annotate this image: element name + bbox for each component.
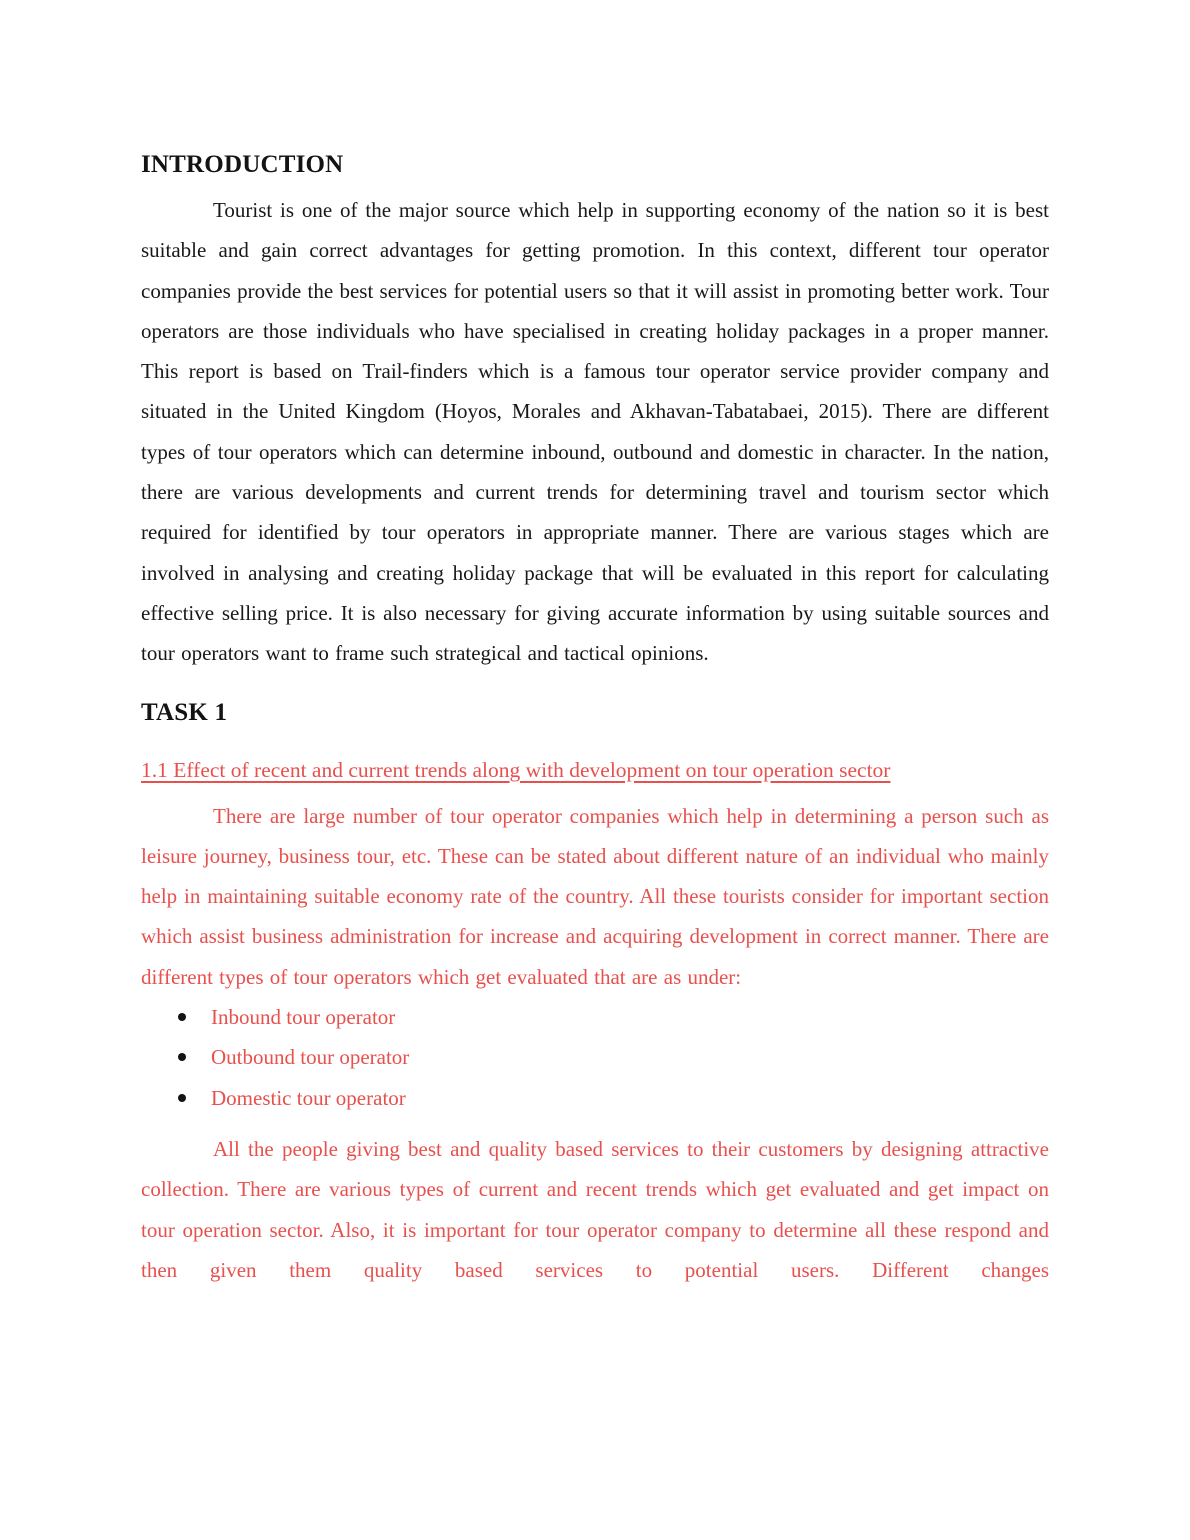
bullet-icon (178, 1013, 186, 1021)
section-1-1-paragraph-2: All the people giving best and quality based services to their customers by designing attractive collection. There are various types of current and recent trends which get evaluated and get impact on tour operation sector. Also, it is important for tour operator company to determine all these respond and then given them quality based services to potential users. Different changes (141, 1136, 1049, 1282)
page-content (141, 150, 1049, 1290)
task-1-heading: TASK 1 (141, 698, 228, 726)
tour-operator-types-list (141, 997, 1049, 1118)
bullet-icon (178, 1053, 186, 1061)
list-item-label: Outbound tour operator (211, 1045, 410, 1070)
list-item (141, 997, 1049, 1037)
list-item (141, 1078, 1049, 1118)
list-item (141, 1037, 1049, 1077)
list-item-label: Inbound tour operator (211, 1005, 396, 1030)
section-1-1-subheading: 1.1 Effect of recent and current trends along with development on tour operation sector (141, 757, 891, 782)
section-1-1-paragraph: There are large number of tour operator companies which help in determining a person such as leisure journey, business tour, etc. These can be stated about different nature of an individual who mainly help in maintaining suitable economy rate of the country. All these tourists consider for important section which assist business administration for increase and acquiring development in correct manner. There are different types of tour operators which get evaluated that are as under: (141, 803, 1049, 989)
introduction-paragraph: Tourist is one of the major source which help in supporting economy of the nation so it is best suitable and gain correct advantages for getting promotion. In this context, different tour operator companies provide the best services for potential users so that it will assist in promoting better work. Tour operators are those individuals who have specialised in creating holiday packages in a proper manner. This report is based on Trail-finders which is a famous tour operator service provider company and situated in the United Kingdom (Hoyos, Morales and Akhavan-Tabatabaei, 2015). There are different types of tour operators which can determine inbound, outbound and domestic in character. In the nation, there are various developments and current trends for determining travel and tourism sector which required for identified by tour operators in appropriate manner. There are various stages which are involved in analysing and creating holiday package that will be evaluated in this report for calculating effective selling price. It is also necessary for giving accurate information by using suitable sources and tour operators want to frame such strategical and tactical opinions. (141, 198, 1049, 666)
bullet-icon (178, 1094, 186, 1102)
list-item-label: Domestic tour operator (211, 1085, 406, 1110)
introduction-heading: INTRODUCTION (141, 151, 344, 178)
